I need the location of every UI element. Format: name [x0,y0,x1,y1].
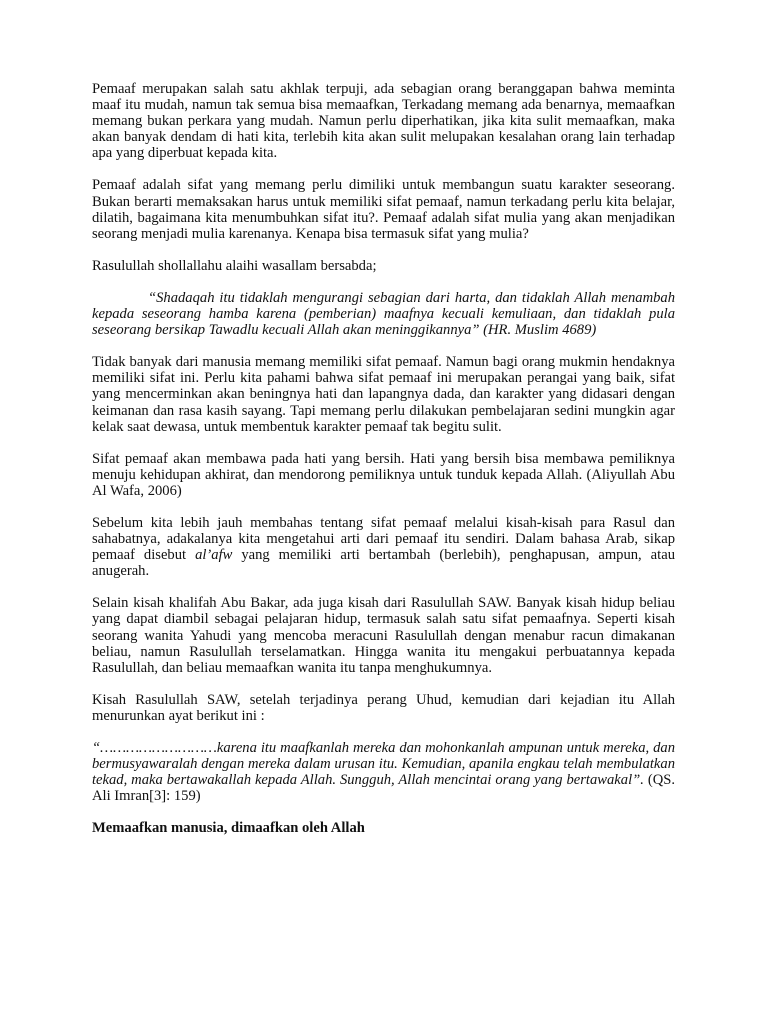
verse-quote [92,740,675,804]
afw-text-after: yang memiliki arti bertambah (berlebih), penghapusan, ampun, atau anugerah. [92,547,675,580]
hadith-quote [92,290,675,338]
paragraph-mukmin: Tidak banyak dari manusia memang memiliki sifat pemaaf. Namun bagi orang mukmin hendaknya memiliki sifat ini. Perlu kita pahami bahwa sifat pemaaf ini merupakan perangai yang baik, sifat yang mencerminkan akan beningnya hati dan lapangnya dada, dan karakter yang didasari dengan keimanan dan rasa kasih sayang. Tapi memang perlu dilakukan pembelajaran sedini mungkin agar kelak saat dewasa, untuk membentuk karakter pemaaf tak begitu sulit. [92,354,675,435]
paragraph-clean-heart: Sifat pemaaf akan membawa pada hati yang bersih. Hati yang bersih bisa membawa pemiliknya menuju kehidupan akhirat, dan mendorong pemiliknya untuk tunduk kepada Allah. (Aliyullah Abu Al Wafa, 2006) [92,450,675,499]
verse-quote-text: “………………………karena itu maafkanlah mereka dan mohonkanlah ampunan untuk mereka, dan bermusyawaralah dengan mereka dalam urusan itu. Kemudian, apanila engkau telah membulatkan tekad, maka bertawakallah kepada Allah. Sungguh, Allah mencintai orang yang bertawakal”. [92,740,675,789]
verse-citation: (QS. Ali Imran[3]: 159) [92,772,675,805]
section-heading: Memaafkan manusia, dimaafkan oleh Allah [92,820,365,837]
paragraph-rasulullah-story: Selain kisah khalifah Abu Bakar, ada juga kisah dari Rasulullah SAW. Banyak kisah hidup beliau yang dapat diambil sebagai pelajaran hidup, termasuk salah satu sifat pemaafnya. Seperti kisah seorang wanita Yahudi yang mencoba meracuni Rasulullah dengan menabur racun dimakanan beliau, namun Rasulullah terselamatkan. Hingga wanita itu mengakui perbuatannya kepada Rasulullah, dan beliau memaafkan wanita itu tanpa menghukumnya. [92,595,675,676]
paragraph-hadith-intro: Rasulullah shollallahu alaihi wasallam bersabda; [92,257,377,274]
document-page [92,81,675,852]
hadith-quote-text: “Shadaqah itu tidaklah mengurangi sebagian dari harta, dan tidaklah Allah menambah kepada seseorang hamba karena (pemberian) maafnya kecuali kemuliaan, dan tidaklah pula seseorang bersikap Tawadlu kecuali Allah akan meninggikannya” (HR. Muslim 4689) [92,289,675,339]
paragraph-afw [92,515,675,579]
paragraph-intro: Pemaaf merupakan salah satu akhlak terpuji, ada sebagian orang beranggapan bahwa meminta maaf itu mudah, namun tak semua bisa memaafkan, Terkadang memang ada benarnya, memaafkan memang bukan perkara yang mudah. Namun perlu diperhatikan, jika kita sulit memaafkan, maka akan banyak dendam di hati kita, terlebih kita akan sulit melupakan kesalahan orang lain terhadap apa yang diperbuat kepada kita. [92,81,675,162]
paragraph-uhud: Kisah Rasulullah SAW, setelah terjadinya perang Uhud, kemudian dari kejadian itu Allah menurunkan ayat berikut ini : [92,691,675,724]
afw-text-before: Sebelum kita lebih jauh membahas tentang sifat pemaaf melalui kisah-kisah para Rasul dan sahabatnya, adakalanya kita mengetahui arti dari pemaaf itu sendiri. Dalam bahasa Arab, sikap pemaaf disebut [92,514,675,564]
afw-term: al’afw [195,547,233,564]
paragraph-definition: Pemaaf adalah sifat yang memang perlu dimiliki untuk membangun suatu karakter seseorang. Bukan berarti memaksakan harus untuk memiliki sifat pemaaf, namun terkadang perlu kita belajar, dilatih, bagaimana kita menumbuhkan sifat itu?. Pemaaf adalah sifat mulia yang akan menjadikan seorang menjadi mulia karenanya. Kenapa bisa termasuk sifat yang mulia? [92,177,675,242]
